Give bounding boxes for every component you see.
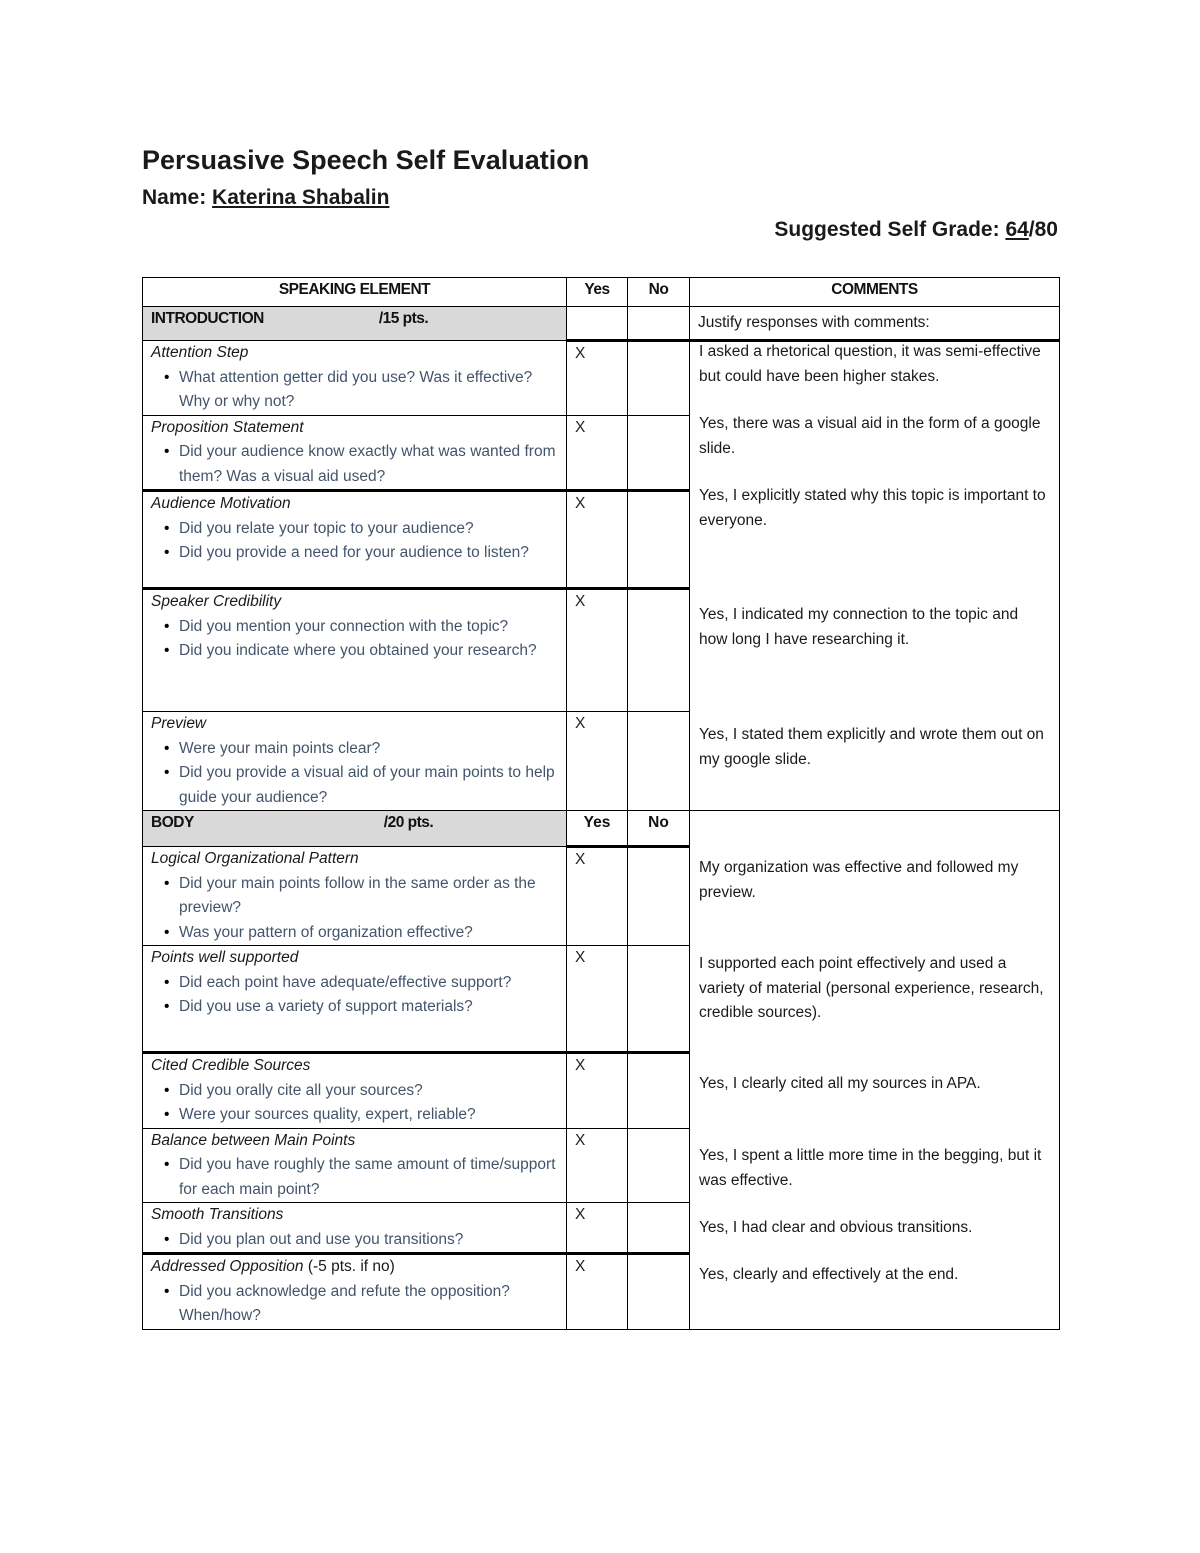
document-title: Persuasive Speech Self Evaluation xyxy=(142,145,590,175)
element-cell xyxy=(143,491,567,589)
element-title: Cited Credible Sources xyxy=(151,1057,311,1074)
header-row xyxy=(143,278,1060,307)
suggested-grade xyxy=(774,214,1058,246)
question-item: • Did you plan out and use you transitions? xyxy=(179,1228,558,1253)
comment-audience-motivation: Yes, I explicitly stated why this topic is important to everyone. xyxy=(699,487,1046,529)
question-item: • Did you use a variety of support materials? xyxy=(179,995,558,1020)
header-yes: Yes xyxy=(567,278,628,307)
no-mark[interactable] xyxy=(628,491,690,589)
element-cell xyxy=(143,1128,567,1203)
question-item: • Did each point have adequate/effective support? xyxy=(179,971,558,996)
question-item: • Did you provide a visual aid of your main points to help guide your audience? xyxy=(179,761,558,810)
yes-mark[interactable]: X xyxy=(567,1053,628,1129)
yes-mark[interactable]: X xyxy=(567,491,628,589)
header-no: No xyxy=(628,278,690,307)
grade-label: Suggested Self Grade: xyxy=(774,218,1000,241)
intro-points: /15 pts. xyxy=(378,310,429,327)
question-item: • Did your audience know exactly what was wanted from them? Was a visual aid used? xyxy=(179,440,558,489)
grade-total: /80 xyxy=(1028,218,1058,241)
no-mark[interactable] xyxy=(628,946,690,1053)
element-title-text: Addressed Opposition xyxy=(151,1258,304,1275)
element-cell xyxy=(143,946,567,1053)
element-cell xyxy=(143,712,567,811)
element-title: Proposition Statement xyxy=(151,418,304,436)
comment-logical-organization: My organization was effective and followed my preview. xyxy=(699,859,1019,901)
question-item: • Were your main points clear? xyxy=(179,737,558,762)
comment-points-supported: I supported each point effectively and used a variety of material (personal experience, research, credible sources). xyxy=(699,955,1044,1021)
intro-no-cell xyxy=(628,307,690,341)
element-title: Smooth Transitions xyxy=(151,1206,284,1223)
no-mark[interactable] xyxy=(628,589,690,712)
body-points: /20 pts. xyxy=(383,814,434,831)
no-mark[interactable] xyxy=(628,712,690,811)
body-section-label xyxy=(143,811,567,847)
no-mark[interactable] xyxy=(628,1254,690,1330)
question-item: • Did you provide a need for your audience to listen? xyxy=(179,541,558,566)
no-mark[interactable] xyxy=(628,847,690,946)
question-item: • Did you mention your connection with the topic? xyxy=(179,615,558,640)
question-item: • Were your sources quality, expert, reliable? xyxy=(179,1103,558,1128)
yes-mark[interactable]: X xyxy=(567,1128,628,1203)
header-element: SPEAKING ELEMENT xyxy=(143,278,567,307)
question-item: • Did you orally cite all your sources? xyxy=(179,1079,558,1104)
intro-section-row xyxy=(143,307,1060,341)
name-label: Name: xyxy=(142,186,207,209)
question-item: • What attention getter did you use? Was it effective? Why or why not? xyxy=(179,366,558,415)
intro-label: INTRODUCTION xyxy=(151,310,264,327)
intro-comment-header: Justify responses with comments: xyxy=(690,307,1060,341)
question-item: • Did you relate your topic to your audience? xyxy=(179,517,558,542)
comment-cited-sources: Yes, I clearly cited all my sources in APA. xyxy=(699,1075,981,1092)
intro-section-label xyxy=(143,307,567,341)
element-cell xyxy=(143,341,567,416)
body-label: BODY xyxy=(151,814,194,831)
no-mark[interactable] xyxy=(628,1203,690,1254)
element-title: Attention Step xyxy=(151,344,249,361)
name-value: Katerina Shabalin xyxy=(212,186,390,209)
body-no-header: No xyxy=(628,811,690,847)
question-item: • Did you indicate where you obtained your research? xyxy=(179,639,558,664)
element-title: Logical Organizational Pattern xyxy=(151,850,359,867)
question-item: • Did you acknowledge and refute the opposition? When/how? xyxy=(179,1280,558,1329)
yes-mark[interactable]: X xyxy=(567,946,628,1053)
comment-transitions: Yes, I had clear and obvious transitions. xyxy=(699,1219,973,1236)
element-cell xyxy=(143,415,567,491)
question-item: • Was your pattern of organization effective? xyxy=(179,921,558,946)
comment-preview: Yes, I stated them explicitly and wrote them out on my google slide. xyxy=(699,726,1044,768)
question-item: • Did your main points follow in the same order as the preview? xyxy=(179,872,558,921)
yes-mark[interactable]: X xyxy=(567,712,628,811)
element-title: Points well supported xyxy=(151,949,299,966)
comment-proposition: Yes, there was a visual aid in the form of a google slide. xyxy=(699,415,1041,457)
header-comments: COMMENTS xyxy=(690,278,1060,307)
element-title-suffix: (-5 pts. if no) xyxy=(303,1258,395,1275)
intro-yes-cell xyxy=(567,307,628,341)
yes-mark[interactable]: X xyxy=(567,589,628,712)
comment-speaker-credibility: Yes, I indicated my connection to the topic and how long I have researching it. xyxy=(699,606,1019,648)
element-title: Audience Motivation xyxy=(151,495,291,512)
element-title xyxy=(151,1255,558,1280)
no-mark[interactable] xyxy=(628,1053,690,1129)
yes-mark[interactable]: X xyxy=(567,847,628,946)
element-title: Preview xyxy=(151,715,207,732)
no-mark[interactable] xyxy=(628,341,690,416)
element-cell xyxy=(143,1053,567,1129)
yes-mark[interactable]: X xyxy=(567,1203,628,1254)
element-title: Balance between Main Points xyxy=(151,1131,356,1149)
name-line xyxy=(142,182,389,214)
body-section-row xyxy=(143,811,1060,847)
element-cell xyxy=(143,847,567,946)
element-cell xyxy=(143,589,567,712)
element-title: Speaker Credibility xyxy=(151,593,282,610)
no-mark[interactable] xyxy=(628,415,690,491)
element-cell xyxy=(143,1254,567,1330)
no-mark[interactable] xyxy=(628,1128,690,1203)
comment-attention-step: I asked a rhetorical question, it was semi-effective but could have been higher stakes. xyxy=(699,343,1041,385)
comment-opposition: Yes, clearly and effectively at the end. xyxy=(699,1266,959,1283)
body-yes-header: Yes xyxy=(567,811,628,847)
element-cell xyxy=(143,1203,567,1254)
grade-score: 64 xyxy=(1005,218,1029,241)
yes-mark[interactable]: X xyxy=(567,341,628,416)
yes-mark[interactable]: X xyxy=(567,1254,628,1330)
question-item: • Did you have roughly the same amount of time/support for each main point? xyxy=(179,1153,558,1202)
comment-balance: Yes, I spent a little more time in the begging, but it was effective. xyxy=(699,1147,1042,1189)
yes-mark[interactable]: X xyxy=(567,415,628,491)
